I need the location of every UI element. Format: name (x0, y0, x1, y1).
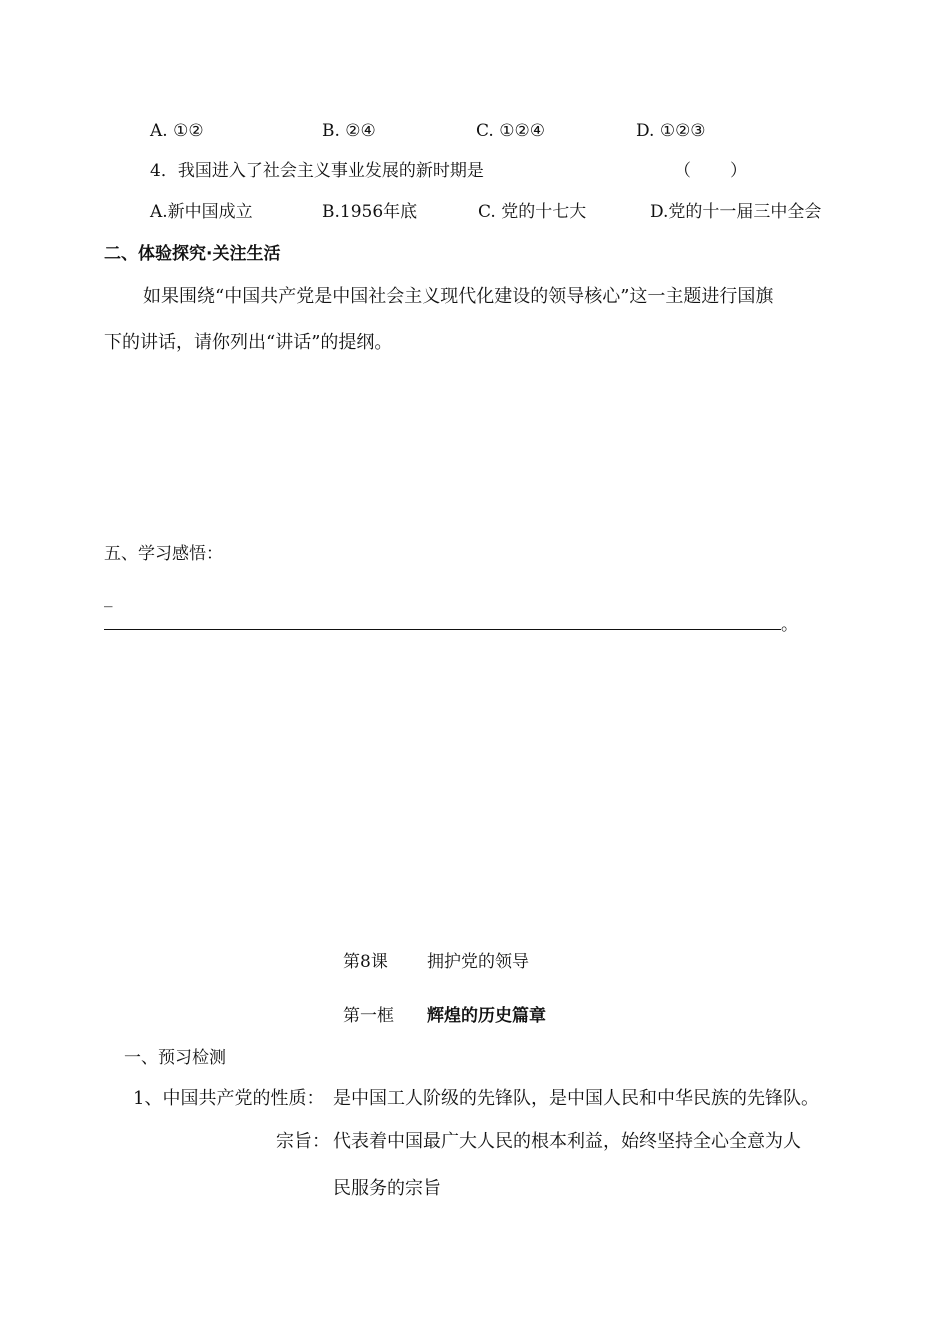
answer-end-mark: 。 (781, 615, 798, 635)
section2-paragraph-line2: 下的讲话，请你列出“讲话”的提纲。 (104, 332, 393, 353)
purpose-line2: 民服务的宗旨 (333, 1178, 441, 1199)
section2-heading: 二、体验探究·关注生活 (104, 244, 281, 264)
q3-option-c: C. ①②④ (476, 121, 545, 141)
q3-option-d: D. ①②③ (636, 121, 706, 141)
lesson-title: 拥护党的领导 (427, 952, 529, 972)
purpose-label: 宗旨： (276, 1131, 330, 1152)
lesson-number: 第8课 (343, 952, 388, 972)
purpose-line1: 代表着中国最广大人民的根本利益，始终坚持全心全意为人 (333, 1131, 801, 1152)
section5-heading: 五、学习感悟： (104, 544, 223, 564)
q4-option-c: C. 党的十七大 (478, 202, 587, 222)
q4-option-a: A.新中国成立 (150, 202, 253, 222)
q3-option-a: A. ①② (150, 121, 204, 141)
section5-underscore: _ (104, 588, 113, 608)
q4-paren-open: （ (674, 161, 691, 181)
q4-stem: 4．我国进入了社会主义事业发展的新时期是 (150, 161, 484, 181)
frame-number: 第一框 (343, 1006, 394, 1026)
q4-option-b: B.1956年底 (322, 202, 418, 222)
q4-option-d: D.党的十一届三中全会 (650, 202, 822, 222)
item1-label: 1、中国共产党的性质： (133, 1088, 325, 1109)
q4-paren-close: ） (730, 161, 747, 181)
q3-option-b: B. ②④ (322, 121, 376, 141)
preview-heading: 一、预习检测 (124, 1048, 226, 1068)
frame-title: 辉煌的历史篇章 (427, 1006, 546, 1026)
section2-paragraph-line1: 如果围绕“中国共产党是中国社会主义现代化建设的领导核心”这一主题进行国旗 (143, 286, 774, 307)
item1-text: 是中国工人阶级的先锋队，是中国人民和中华民族的先锋队。 (333, 1088, 819, 1109)
answer-line (104, 629, 781, 630)
